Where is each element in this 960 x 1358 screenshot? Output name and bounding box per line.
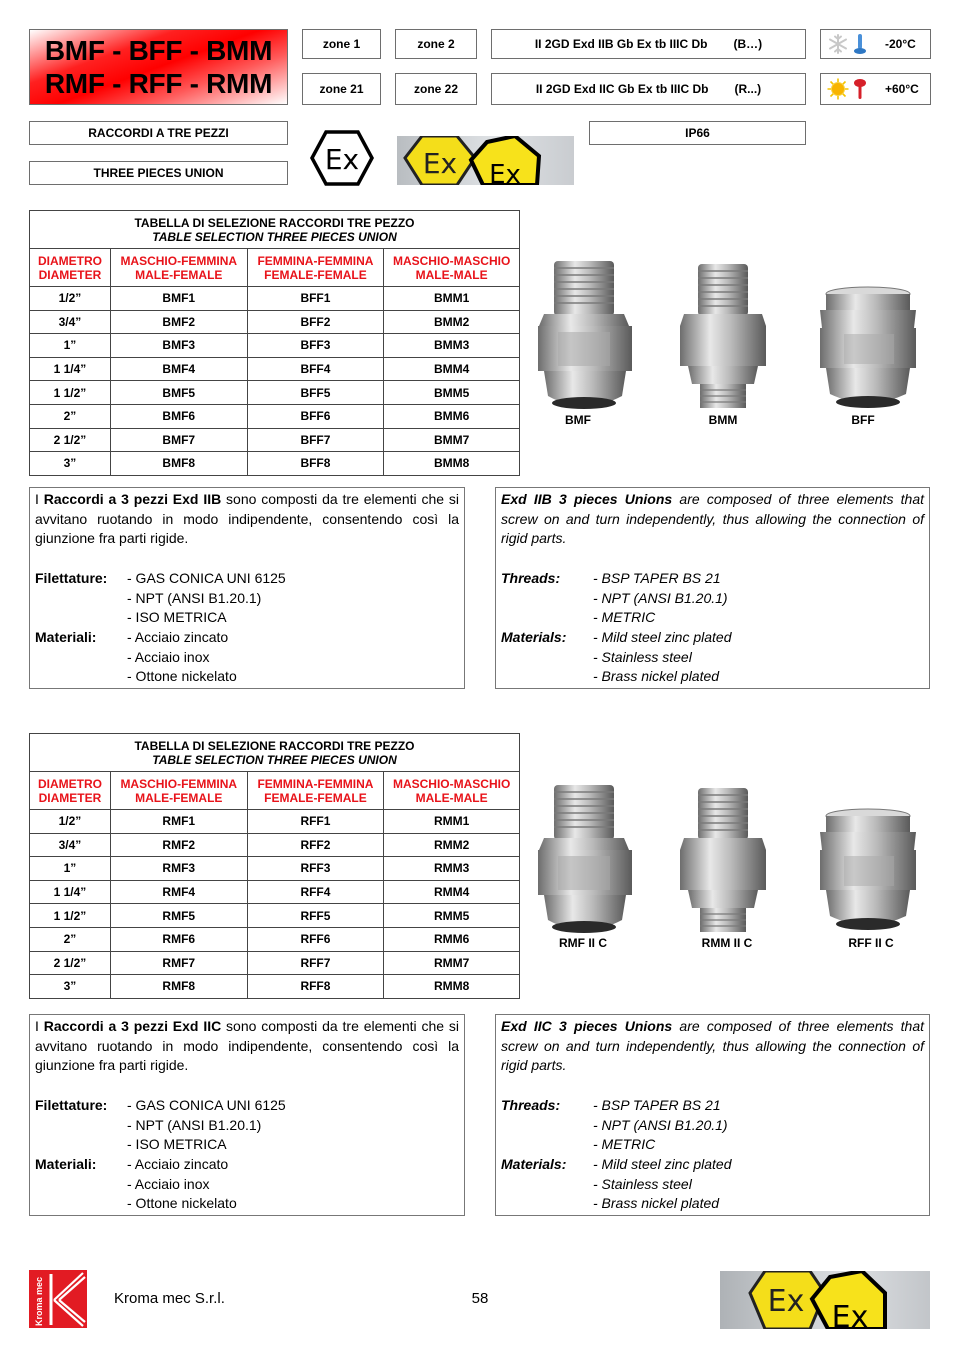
subtitle-italian: RACCORDI A TRE PEZZI xyxy=(29,121,288,145)
svg-text:Ex: Ex xyxy=(422,147,458,180)
column-header-female-female: FEMMINA-FEMMINA FEMALE-FEMALE xyxy=(247,249,384,287)
description-iic-italian: I Raccordi a 3 pezzi Exd IIC sono composti da tre elementi che si avvitano ruotando in modo indipendente, consentendo così la giunzione fra parti rigide. Filettature: - GAS CONICA UNI 6125 - NPT (ANSI B1.20.1) - ISO METRICA Materiali: - Acciaio zincato - Acciaio inox - Ottone nickelato xyxy=(29,1014,465,1216)
product-label-1: RMF II C xyxy=(559,936,607,950)
column-header-male-male: MASCHIO-MASCHIO MALE-MALE xyxy=(384,249,520,287)
page-number: 58 xyxy=(471,1290,489,1307)
svg-text:Ex: Ex xyxy=(831,1300,869,1329)
product-photos-iib xyxy=(526,256,936,431)
snowflake-icon xyxy=(827,33,849,55)
company-name: Kroma mec S.r.l. xyxy=(114,1290,225,1307)
zone-2-badge: zone 2 xyxy=(395,29,477,59)
column-header-diameter: DIAMETRO DIAMETER xyxy=(30,249,111,287)
table-row: 1/2” BMF1 BFF1 BMM1 xyxy=(30,287,520,311)
product-label-3: BFF xyxy=(851,413,875,427)
atex-sign-photo-top xyxy=(397,136,574,185)
svg-text:Ex: Ex xyxy=(489,160,521,185)
atex-ex-hexagon-icon xyxy=(309,129,375,187)
product-title-banner xyxy=(29,29,288,105)
selection-table-iic xyxy=(29,733,520,999)
table-row: 2 1/2” RMF7 RFF7 RMM7 xyxy=(30,951,520,975)
table-row: 3” RMF8 RFF8 RMM8 xyxy=(30,975,520,999)
fitting-female-female-iic-image xyxy=(818,808,918,936)
selection-table-iib xyxy=(29,210,520,476)
svg-text:Ex: Ex xyxy=(767,1284,805,1319)
table-row: 2” RMF6 RFF6 RMM6 xyxy=(30,927,520,951)
column-header-female-female: FEMMINA-FEMMINA FEMALE-FEMALE xyxy=(247,772,384,810)
table-row: 1 1/4” BMF4 BFF4 BMM4 xyxy=(30,357,520,381)
title-line-b: BMF - BFF - BMM xyxy=(44,35,273,66)
fitting-male-female-iic-image xyxy=(534,780,634,935)
svg-text:Kroma mec: Kroma mec xyxy=(34,1276,44,1326)
cold-thermometer-icon xyxy=(853,33,867,55)
table-row: 1” BMF3 BFF3 BMM3 xyxy=(30,334,520,358)
kroma-mec-logo xyxy=(29,1270,87,1328)
fitting-female-female-image xyxy=(818,286,918,414)
certification-iib-suffix: (B…) xyxy=(733,37,763,51)
table-row: 1 1/4” RMF4 RFF4 RMM4 xyxy=(30,880,520,904)
zone-21-badge: zone 21 xyxy=(302,73,381,105)
table-row: 1” RMF3 RFF3 RMM3 xyxy=(30,857,520,881)
column-header-male-male: MASCHIO-MASCHIO MALE-MALE xyxy=(384,772,520,810)
title-line-r: RMF - RFF - RMM xyxy=(44,68,273,99)
column-header-diameter: DIAMETRO DIAMETER xyxy=(30,772,111,810)
product-label-2: BMM xyxy=(708,413,738,427)
max-temperature-badge xyxy=(820,73,931,105)
table-row: 2 1/2” BMF7 BFF7 BMM7 xyxy=(30,428,520,452)
description-iib-english: Exd IIB 3 pieces Unions are composed of three elements that screw on and turn independently, thus allowing the connection of rigid parts. Threads: - BSP TAPER BS 21 - NPT (ANSI B1.20.1) - METRIC Materials: - Mild steel zinc plated - Stainless steel - Brass nickel plated xyxy=(495,487,930,689)
table-row: 1/2” RMF1 RFF1 RMM1 xyxy=(30,810,520,834)
product-photos-iic xyxy=(526,780,936,955)
ex-yellow-signs-footer-icon xyxy=(720,1271,930,1329)
min-temperature-badge xyxy=(820,29,931,59)
ex-yellow-signs-icon xyxy=(397,136,574,185)
kroma-k-logo-icon xyxy=(29,1270,87,1328)
certification-iic-suffix: (R...) xyxy=(734,82,762,96)
certification-iic xyxy=(491,73,806,105)
subtitle-english: THREE PIECES UNION xyxy=(29,161,288,185)
min-temperature-value: -20°C xyxy=(885,37,916,51)
table-row: 3/4” RMF2 RFF2 RMM2 xyxy=(30,833,520,857)
product-label-3: RFF II C xyxy=(848,936,894,950)
column-header-male-female: MASCHIO-FEMMINA MALE-FEMALE xyxy=(110,249,247,287)
column-header-male-female: MASCHIO-FEMMINA MALE-FEMALE xyxy=(110,772,247,810)
fitting-male-male-iic-image xyxy=(678,786,768,936)
table-caption: TABELLA DI SELEZIONE RACCORDI TRE PEZZO TABLE SELECTION THREE PIECES UNION xyxy=(30,734,520,772)
hot-thermometer-icon xyxy=(853,78,867,100)
max-temperature-value: +60°C xyxy=(885,82,919,96)
certification-iic-text: II 2GD Exd IIC Gb Ex tb IIIC Db xyxy=(535,82,709,96)
zone-22-badge: zone 22 xyxy=(395,73,477,105)
atex-sign-photo-footer xyxy=(720,1271,930,1329)
fitting-male-female-image xyxy=(534,256,634,411)
table-caption: TABELLA DI SELEZIONE RACCORDI TRE PEZZO TABLE SELECTION THREE PIECES UNION xyxy=(30,211,520,249)
sun-icon xyxy=(827,78,849,100)
table-row: 2” BMF6 BFF6 BMM6 xyxy=(30,404,520,428)
zone-1-badge: zone 1 xyxy=(302,29,381,59)
fitting-male-male-image xyxy=(678,262,768,412)
svg-text:Ex: Ex xyxy=(324,143,360,176)
certification-iib xyxy=(491,29,806,59)
table-row: 1 1/2” RMF5 RFF5 RMM5 xyxy=(30,904,520,928)
ip-rating-badge: IP66 xyxy=(589,121,806,145)
table-row: 3/4” BMF2 BFF2 BMM2 xyxy=(30,310,520,334)
product-label-2: RMM II C xyxy=(701,936,753,950)
certification-iib-text: II 2GD Exd IIB Gb Ex tb IIIC Db xyxy=(534,37,708,51)
description-iib-italian: I Raccordi a 3 pezzi Exd IIB sono composti da tre elementi che si avvitano ruotando in modo indipendente, consentendo così la giunzione fra parti rigide. Filettature: - GAS CONICA UNI 6125 - NPT (ANSI B1.20.1) - ISO METRICA Materiali: - Acciaio zincato - Acciaio inox - Ottone nickelato xyxy=(29,487,465,689)
description-iic-english: Exd IIC 3 pieces Unions are composed of three elements that screw on and turn independently, thus allowing the connection of rigid parts. Threads: - BSP TAPER BS 21 - NPT (ANSI B1.20.1) - METRIC Materials: - Mild steel zinc plated - Stainless steel - Brass nickel plated xyxy=(495,1014,930,1216)
table-row: 3” BMF8 BFF8 BMM8 xyxy=(30,452,520,476)
product-label-1: BMF xyxy=(565,413,591,427)
table-row: 1 1/2” BMF5 BFF5 BMM5 xyxy=(30,381,520,405)
